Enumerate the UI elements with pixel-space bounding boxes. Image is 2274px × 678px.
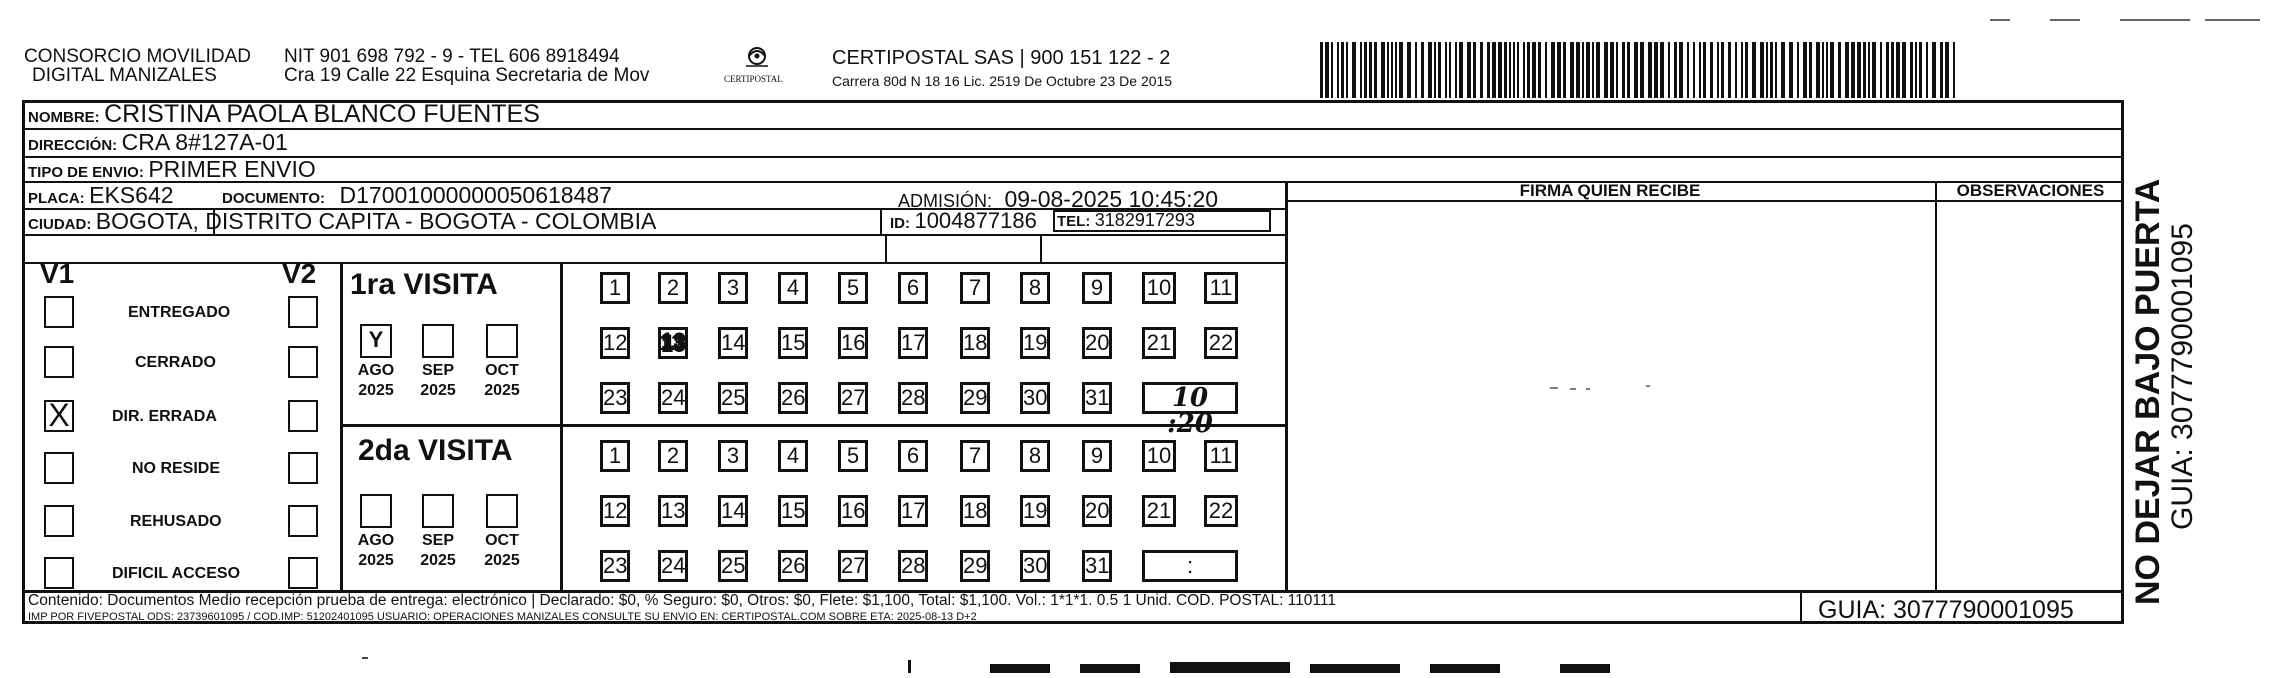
status-v1-checkbox[interactable] bbox=[44, 296, 74, 328]
sender-nit: NIT 901 698 792 - 9 - TEL 606 8918494 bbox=[284, 46, 620, 67]
day-checkbox[interactable]: 17 bbox=[898, 327, 928, 359]
status-label: DIR. ERRADA bbox=[112, 408, 217, 425]
day-checkbox[interactable]: 13 bbox=[658, 327, 688, 359]
day-checkbox[interactable]: 4 bbox=[778, 272, 808, 304]
day-checkbox[interactable]: 19 bbox=[1020, 495, 1050, 527]
document-label: DOCUMENTO: bbox=[222, 190, 326, 207]
no-dejar-bajo-puerta: NO DEJAR BAJO PUERTA bbox=[2129, 178, 2167, 605]
status-label: NO RESIDE bbox=[132, 460, 221, 477]
tel-value: 3182917293 bbox=[1094, 210, 1195, 230]
day-checkbox[interactable]: 15 bbox=[778, 327, 808, 359]
carrier-address: Carrera 80d N 18 16 Lic. 2519 De Octubre 23 De 2015 bbox=[832, 73, 1173, 89]
side-guia: GUIA: 3077790001095 bbox=[2166, 223, 2199, 530]
month-year: 2025 bbox=[420, 382, 456, 399]
status-v1-checkbox[interactable]: X bbox=[44, 400, 74, 432]
month-year: 2025 bbox=[484, 382, 520, 399]
day-checkbox[interactable]: 20 bbox=[1082, 327, 1112, 359]
day-checkbox[interactable]: 7 bbox=[960, 272, 990, 304]
day-checkbox[interactable]: 9 bbox=[1082, 440, 1112, 472]
day-checkbox[interactable]: 3 bbox=[718, 272, 748, 304]
day-checkbox[interactable]: 2 bbox=[658, 440, 688, 472]
day-checkbox[interactable]: 27 bbox=[838, 382, 868, 414]
day-checkbox[interactable]: 10 bbox=[1142, 272, 1176, 304]
month-name: OCT bbox=[485, 362, 519, 379]
day-checkbox[interactable]: 23 bbox=[600, 382, 630, 414]
status-v2-checkbox[interactable] bbox=[288, 452, 318, 484]
status-v2-checkbox[interactable] bbox=[288, 296, 318, 328]
sender-address: Cra 19 Calle 22 Esquina Secretaria de Mov bbox=[284, 65, 650, 86]
observations-label: OBSERVACIONES bbox=[1956, 181, 2105, 200]
id-label: ID: bbox=[890, 215, 910, 232]
day-checkbox[interactable]: 6 bbox=[898, 272, 928, 304]
certipostal-logo bbox=[722, 42, 792, 92]
day-checkbox[interactable]: 7 bbox=[960, 440, 990, 472]
day-checkbox[interactable]: 8 bbox=[1020, 440, 1050, 472]
status-v1-checkbox[interactable] bbox=[44, 452, 74, 484]
status-v2-checkbox[interactable] bbox=[288, 557, 318, 589]
status-v1-checkbox[interactable] bbox=[44, 346, 74, 378]
plate-label: PLACA: bbox=[28, 190, 85, 207]
day-checkbox[interactable]: 22 bbox=[1204, 495, 1238, 527]
day-checkbox[interactable]: 24 bbox=[658, 550, 688, 582]
day-checkbox[interactable]: 17 bbox=[898, 495, 928, 527]
day-checkbox[interactable]: 6 bbox=[898, 440, 928, 472]
document-value: D17001000000050618487 bbox=[339, 182, 612, 208]
footer-guia: GUIA: 3077790001095 bbox=[1818, 596, 2074, 624]
day-checkbox[interactable]: 25 bbox=[718, 382, 748, 414]
name-label: NOMBRE: bbox=[28, 109, 100, 126]
status-label: REHUSADO bbox=[130, 513, 222, 530]
barcode bbox=[1320, 42, 1960, 98]
logo-text: CERTIPOSTAL bbox=[724, 74, 783, 84]
receiver-signature-label: FIRMA QUIEN RECIBE bbox=[1519, 181, 1701, 200]
month-checkbox[interactable] bbox=[360, 494, 392, 528]
day-checkbox[interactable]: 5 bbox=[838, 272, 868, 304]
city-value: BOGOTA, DISTRITO CAPITA - BOGOTA - COLOMBIA bbox=[95, 208, 657, 234]
month-checkbox[interactable] bbox=[486, 494, 518, 528]
day-checkbox[interactable]: 18 bbox=[960, 495, 990, 527]
status-v1-checkbox[interactable] bbox=[44, 505, 74, 537]
day-checkbox[interactable]: 2 bbox=[658, 272, 688, 304]
day-checkbox[interactable]: 31 bbox=[1082, 550, 1112, 582]
sender-name-line1: CONSORCIO MOVILIDAD bbox=[24, 46, 251, 67]
status-label: CERRADO bbox=[135, 354, 216, 371]
certipostal-logo-icon bbox=[722, 42, 792, 92]
day-checkbox[interactable]: 29 bbox=[960, 550, 990, 582]
month-checkbox[interactable] bbox=[422, 324, 454, 358]
month-name: AGO bbox=[357, 362, 395, 379]
day-checkbox[interactable]: 15 bbox=[778, 495, 808, 527]
day-checkbox[interactable]: 11 bbox=[1204, 440, 1238, 472]
day-checkbox[interactable]: 12 bbox=[600, 327, 630, 359]
day-checkbox[interactable]: 23 bbox=[600, 550, 630, 582]
id-value: 1004877186 bbox=[914, 208, 1037, 233]
sender-name-line2: DIGITAL MANIZALES bbox=[32, 65, 217, 86]
v1-label: V1 bbox=[40, 258, 75, 289]
day-checkbox[interactable]: 5 bbox=[838, 440, 868, 472]
signature-specks bbox=[1550, 380, 1660, 390]
status-v2-checkbox[interactable] bbox=[288, 505, 318, 537]
day-checkbox[interactable]: 9 bbox=[1082, 272, 1112, 304]
month-name: OCT bbox=[485, 532, 519, 549]
content-line: Contenido: Documentos Medio recepción prueba de entrega: electrónico | Declarado: $0, % Seguro: $0, Otros: $0, Flete: $1,100, Total: $1,100. Vol.: 1*1*1. 0.5 1 Unid. COD. POSTAL: 110111 bbox=[28, 592, 1336, 609]
day-checkbox[interactable]: 25 bbox=[718, 550, 748, 582]
visit2-title: 2da VISITA bbox=[358, 434, 513, 467]
day-checkbox[interactable]: 20 bbox=[1082, 495, 1112, 527]
address-value: CRA 8#127A-01 bbox=[121, 129, 288, 155]
admission-value: 09-08-2025 10:45:20 bbox=[1004, 186, 1219, 212]
day-checkbox[interactable]: 22 bbox=[1204, 327, 1238, 359]
send-type-label: TIPO DE ENVIO: bbox=[28, 164, 144, 181]
month-year: 2025 bbox=[420, 552, 456, 569]
day-checkbox[interactable]: 4 bbox=[778, 440, 808, 472]
month-checkbox[interactable] bbox=[486, 324, 518, 358]
day-checkbox[interactable]: 26 bbox=[778, 550, 808, 582]
day-checkbox[interactable]: 3 bbox=[718, 440, 748, 472]
delivery-form bbox=[22, 100, 2124, 624]
v2-label: V2 bbox=[282, 258, 317, 289]
day-checkbox[interactable]: 28 bbox=[898, 550, 928, 582]
city-label: CIUDAD: bbox=[28, 216, 92, 233]
day-checkbox[interactable]: 29 bbox=[960, 382, 990, 414]
month-name: AGO bbox=[357, 532, 395, 549]
day-checkbox[interactable]: 16 bbox=[838, 327, 868, 359]
day-checkbox[interactable]: 27 bbox=[838, 550, 868, 582]
barcode-image bbox=[1320, 42, 1960, 98]
carrier-name: CERTIPOSTAL SAS | 900 151 122 - 2 bbox=[832, 47, 1171, 69]
address-label: DIRECCIÓN: bbox=[28, 137, 118, 154]
name-value: CRISTINA PAOLA BLANCO FUENTES bbox=[104, 100, 540, 128]
status-label: DIFICIL ACCESO bbox=[112, 565, 241, 582]
day-checkbox[interactable]: 12 bbox=[600, 495, 630, 527]
month-year: 2025 bbox=[484, 552, 520, 569]
plate-value: EKS642 bbox=[89, 182, 174, 208]
day-checkbox[interactable]: 14 bbox=[718, 327, 748, 359]
tel-label: TEL: bbox=[1057, 213, 1091, 230]
day-checkbox[interactable]: 11 bbox=[1204, 272, 1238, 304]
id-row bbox=[890, 208, 1037, 237]
month-name: SEP bbox=[421, 362, 454, 379]
send-type-value: PRIMER ENVIO bbox=[148, 156, 316, 182]
bottom-cut-marks bbox=[300, 650, 1800, 673]
day-checkbox[interactable]: 28 bbox=[898, 382, 928, 414]
month-checkbox[interactable] bbox=[422, 494, 454, 528]
status-v2-checkbox[interactable] bbox=[288, 346, 318, 378]
day-checkbox[interactable]: 14 bbox=[718, 495, 748, 527]
day-checkbox[interactable]: 13 bbox=[658, 495, 688, 527]
name-row bbox=[28, 101, 540, 131]
day-checkbox[interactable]: 16 bbox=[838, 495, 868, 527]
status-v1-checkbox[interactable] bbox=[44, 557, 74, 589]
day-checkbox[interactable]: 19 bbox=[1020, 327, 1050, 359]
month-year: 2025 bbox=[358, 382, 394, 399]
tel-row bbox=[1057, 207, 1195, 235]
day-checkbox[interactable]: 31 bbox=[1082, 382, 1112, 414]
month-checkbox[interactable]: Y bbox=[360, 324, 392, 358]
time-field[interactable]: : bbox=[1142, 550, 1238, 582]
print-line: IMP POR FIVEPOSTAL ODS: 23739601095 / COD.IMP: 51202401095 USUARIO: OPERACIONES MANIZALES CONSULTE SU ENVIO EN: CERTIPOSTAL.COM SOBRE ETA: 2025-08-13 D+2 bbox=[28, 611, 977, 623]
month-year: 2025 bbox=[358, 552, 394, 569]
day-checkbox[interactable]: 21 bbox=[1142, 327, 1176, 359]
address-row bbox=[28, 129, 288, 159]
day-checkbox[interactable]: 1 bbox=[600, 272, 630, 304]
day-checkbox[interactable]: 1 bbox=[600, 440, 630, 472]
day-checkbox[interactable]: 30 bbox=[1020, 382, 1050, 414]
day-checkbox[interactable]: 26 bbox=[778, 382, 808, 414]
day-checkbox[interactable]: 30 bbox=[1020, 550, 1050, 582]
day-checkbox[interactable]: 10 bbox=[1142, 440, 1176, 472]
day-checkbox[interactable]: 18 bbox=[960, 327, 990, 359]
month-name: SEP bbox=[421, 532, 454, 549]
time-field[interactable]: 10 :20 bbox=[1142, 382, 1238, 414]
day-checkbox[interactable]: 8 bbox=[1020, 272, 1050, 304]
scan-marks bbox=[1990, 10, 2270, 16]
visit1-title: 1ra VISITA bbox=[350, 268, 498, 301]
city-row bbox=[28, 208, 656, 238]
status-label: ENTREGADO bbox=[128, 304, 231, 321]
day-checkbox[interactable]: 24 bbox=[658, 382, 688, 414]
day-checkbox[interactable]: 21 bbox=[1142, 495, 1176, 527]
admission-label: ADMISIÓN: bbox=[898, 191, 993, 211]
status-v2-checkbox[interactable] bbox=[288, 400, 318, 432]
